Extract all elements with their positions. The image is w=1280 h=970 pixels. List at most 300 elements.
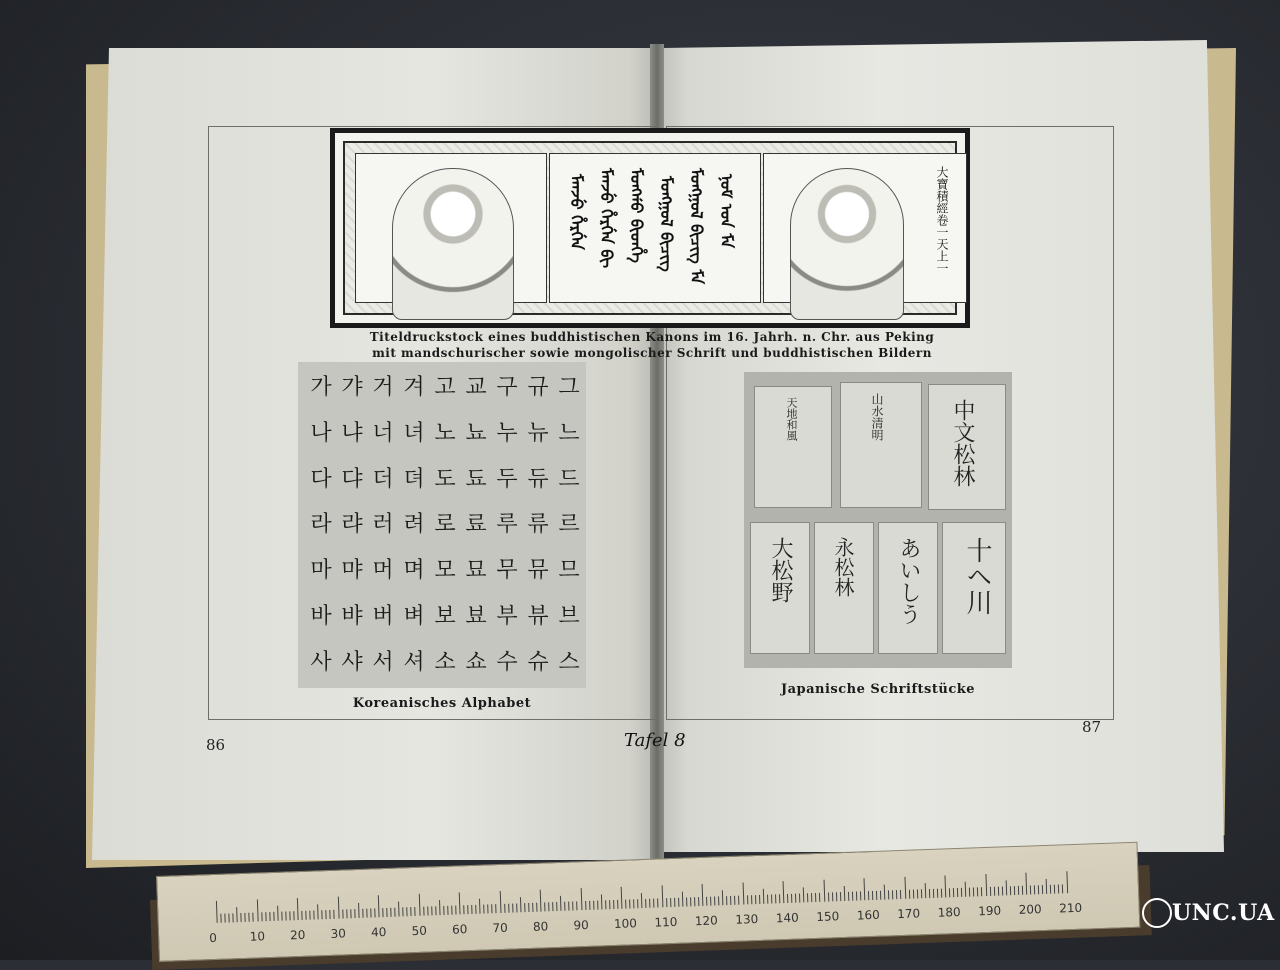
- ruler-tick: [269, 912, 270, 921]
- korean-syllable: 두: [496, 466, 518, 492]
- ruler-tick: [977, 887, 978, 896]
- ruler-tick: [791, 894, 792, 903]
- ruler-tick: [256, 899, 258, 921]
- ruler-tick: [1022, 886, 1023, 895]
- ruler-number: 210: [1058, 900, 1083, 916]
- korean-syllable: 도: [434, 466, 456, 492]
- ruler-tick: [273, 912, 274, 921]
- korean-syllable: 마: [310, 558, 332, 584]
- ruler-tick: [985, 874, 987, 896]
- ruler-tick: [678, 898, 679, 907]
- korean-syllable-column: [304, 370, 338, 676]
- bodhisattva-figure-icon: [790, 168, 904, 320]
- ruler-tick: [961, 888, 962, 897]
- japanese-document: [754, 386, 832, 508]
- ruler-tick: [265, 912, 266, 921]
- ruler-tick: [601, 894, 603, 909]
- ruler-tick: [488, 904, 489, 913]
- right-bodhisattva-panel: [763, 153, 967, 303]
- ruler-tick: [779, 894, 780, 903]
- ruler-number: 140: [775, 910, 799, 926]
- ruler-tick: [682, 892, 684, 907]
- ruler-number: 190: [977, 903, 1002, 919]
- ruler-tick: [767, 895, 768, 904]
- ruler-tick: [443, 906, 444, 915]
- ruler-tick: [512, 904, 513, 913]
- ruler-tick: [896, 890, 897, 899]
- ruler-tick: [981, 887, 982, 896]
- korean-syllable: 너: [372, 420, 394, 446]
- ruler-tick: [403, 907, 404, 916]
- japanese-documents-plate: [744, 372, 1012, 668]
- japanese-document-text: 十ヘ川: [962, 537, 992, 615]
- korean-syllable: 듀: [527, 466, 549, 492]
- japanese-document-text: 永松林: [831, 537, 855, 597]
- ruler-tick: [568, 902, 569, 911]
- korean-syllable: 뷰: [527, 604, 549, 630]
- japanese-document: [840, 382, 922, 508]
- ruler-tick: [969, 888, 970, 897]
- ruler-tick: [609, 900, 610, 909]
- ruler-tick: [747, 895, 748, 904]
- korean-syllable: 라: [310, 512, 332, 538]
- ruler-tick: [370, 909, 371, 918]
- ruler-tick: [471, 905, 472, 914]
- ruler-tick: [1025, 873, 1027, 895]
- ruler-tick: [1014, 886, 1015, 895]
- ruler-tick: [921, 889, 922, 898]
- ruler-tick: [455, 906, 456, 915]
- ruler-tick: [815, 893, 816, 902]
- ruler-tick: [613, 900, 614, 909]
- ruler-tick: [544, 902, 545, 911]
- ruler-tick: [317, 904, 319, 919]
- korean-syllable: 로: [434, 512, 456, 538]
- chinese-inscription: 大寶積經卷一天上一: [935, 166, 949, 274]
- korean-syllable: 갸: [341, 375, 363, 400]
- left-page-number: 86: [206, 736, 226, 754]
- ruler-tick: [479, 899, 481, 914]
- korean-syllable: 뎌: [403, 466, 425, 492]
- ruler-tick: [483, 905, 484, 914]
- korean-syllable: 느: [558, 420, 580, 446]
- ruler-tick: [710, 897, 711, 906]
- ruler-tick: [872, 891, 873, 900]
- ruler-number: 50: [411, 923, 428, 939]
- ruler-number: 70: [492, 920, 509, 936]
- ruler-tick: [216, 901, 218, 923]
- ruler-tick: [241, 913, 242, 922]
- korean-alphabet-plate: [298, 362, 586, 688]
- korean-syllable: 무: [496, 558, 518, 584]
- ruler-number: 120: [694, 913, 719, 929]
- ruler-tick: [989, 887, 990, 896]
- ruler-tick: [245, 913, 246, 922]
- ruler-tick: [447, 906, 448, 915]
- ruler-number: 160: [856, 907, 880, 923]
- ruler-tick: [411, 907, 412, 916]
- korean-syllable: 녀: [403, 420, 425, 446]
- korean-syllable: 그: [558, 375, 580, 400]
- watermark-seal-icon: [1142, 898, 1172, 928]
- ruler-number: 20: [289, 927, 306, 943]
- korean-syllable: 료: [465, 512, 487, 538]
- japanese-document-text: 山水清明: [870, 393, 884, 441]
- ruler-tick: [532, 903, 533, 912]
- ruler-number: 0: [208, 930, 218, 946]
- japanese-document: [814, 522, 874, 654]
- ruler-tick: [548, 902, 549, 911]
- ruler-tick: [233, 913, 234, 922]
- ruler-tick: [917, 889, 918, 898]
- ruler-tick: [876, 891, 877, 900]
- korean-syllable: 소: [434, 649, 456, 675]
- manchu-script-column: ᠮᠠᠨᠵᡠ ᡥᡝᡵᡤᡝᠨ: [567, 174, 586, 250]
- korean-syllable-column: [521, 370, 555, 676]
- korean-syllable: 므: [558, 558, 580, 584]
- ruler-number: 110: [654, 914, 678, 930]
- korean-syllable: 뇨: [465, 420, 487, 446]
- ruler-tick: [973, 887, 974, 896]
- ruler-number: 130: [735, 912, 759, 927]
- ruler-tick: [1046, 879, 1048, 894]
- korean-syllable: 루: [496, 512, 518, 538]
- ruler-tick: [730, 896, 731, 905]
- ruler-tick: [585, 901, 586, 910]
- ruler-tick: [366, 909, 367, 918]
- ruler-tick: [1030, 885, 1031, 894]
- ruler-tick: [427, 907, 428, 916]
- korean-syllable: 사: [310, 649, 332, 675]
- ruler-tick: [398, 902, 400, 917]
- ruler-number: 100: [613, 916, 638, 932]
- ruler-tick: [993, 887, 994, 896]
- ruler-tick: [285, 911, 286, 920]
- ruler-tick: [763, 889, 765, 904]
- ruler-tick: [459, 892, 461, 914]
- ruler-tick: [573, 901, 574, 910]
- ruler-tick: [504, 904, 505, 913]
- korean-syllable: 려: [403, 512, 425, 538]
- ruler-tick: [418, 894, 420, 916]
- ruler-tick: [658, 898, 659, 907]
- ruler-tick: [346, 909, 347, 918]
- ruler-tick: [309, 911, 310, 920]
- ruler-tick: [605, 900, 606, 909]
- ruler-tick: [629, 899, 630, 908]
- ruler-tick: [670, 898, 671, 907]
- korean-syllable: 부: [496, 604, 518, 630]
- ruler-tick: [378, 895, 380, 917]
- korean-syllable: 브: [558, 604, 580, 630]
- korean-syllable: 르: [558, 512, 580, 538]
- ruler-tick: [334, 910, 335, 919]
- korean-syllable: 규: [527, 375, 549, 400]
- ruler-tick: [1038, 885, 1039, 894]
- ruler-tick: [1066, 871, 1068, 893]
- japanese-document: [942, 522, 1006, 654]
- japanese-document-text: 天地和風: [785, 397, 798, 441]
- korean-syllable: 누: [496, 420, 518, 446]
- ruler-tick: [811, 893, 812, 902]
- korean-syllable: 됴: [465, 466, 487, 492]
- ruler-tick: [1062, 884, 1063, 893]
- ruler-tick: [330, 910, 331, 919]
- korean-syllable: 뱌: [341, 604, 363, 630]
- plate-label: Tafel 8: [624, 730, 686, 751]
- korean-syllable: 뵤: [465, 604, 487, 630]
- ruler-tick: [261, 912, 262, 921]
- korean-syllable: 다: [310, 466, 332, 492]
- ruler-tick: [224, 914, 225, 923]
- ruler-tick: [949, 888, 950, 897]
- ruler-tick: [415, 907, 416, 916]
- ruler-tick: [884, 885, 886, 900]
- ruler-tick: [520, 897, 522, 912]
- ruler-tick: [751, 895, 752, 904]
- ruler-tick: [641, 893, 643, 908]
- japanese-document-text: あいしう: [896, 537, 921, 625]
- korean-syllable: 버: [372, 604, 394, 630]
- korean-syllable: 거: [372, 375, 394, 400]
- korean-syllable: 댜: [341, 466, 363, 492]
- ruler-tick: [799, 894, 800, 903]
- ruler-tick: [880, 891, 881, 900]
- buddha-figure-icon: [392, 168, 514, 320]
- ruler-tick: [220, 914, 221, 923]
- ruler-tick: [301, 911, 302, 920]
- ruler-tick: [228, 913, 229, 922]
- ruler-tick: [832, 892, 833, 901]
- ruler-tick: [313, 910, 314, 919]
- japanese-document-text: 中文松林: [950, 399, 975, 487]
- ruler-tick: [564, 902, 565, 911]
- ruler-tick: [661, 885, 663, 907]
- woodblock-ornament-border: [343, 141, 957, 315]
- ruler-tick: [702, 884, 704, 906]
- ruler-tick: [621, 887, 623, 909]
- ruler-tick: [326, 910, 327, 919]
- korean-syllable: 러: [372, 512, 394, 538]
- korean-syllable: 머: [372, 558, 394, 584]
- ruler-number: 30: [330, 926, 347, 941]
- ruler-tick: [516, 903, 517, 912]
- ruler-tick: [674, 898, 675, 907]
- korean-syllable: 뉴: [527, 420, 549, 446]
- ruler-tick: [840, 892, 841, 901]
- korean-syllable-column: [428, 370, 462, 676]
- ruler-tick: [908, 890, 909, 899]
- ruler-tick: [714, 896, 715, 905]
- ruler-tick: [249, 913, 250, 922]
- korean-syllable: 랴: [341, 512, 363, 538]
- ruler-tick: [795, 894, 796, 903]
- ruler-tick: [617, 900, 618, 909]
- ruler-number: 200: [1018, 902, 1042, 917]
- korean-syllable: 며: [403, 558, 425, 584]
- ruler-number: 90: [573, 917, 589, 933]
- ruler-tick: [552, 902, 553, 911]
- ruler-tick: [649, 899, 650, 908]
- watermark-text: UNC.UA: [1172, 900, 1275, 926]
- mongol-script-column: ᠮᠣᠩᠭᠣᠯ ᠪᠢᠴᠢᠭ: [657, 176, 676, 272]
- ruler-tick: [690, 897, 691, 906]
- korean-syllable: 벼: [403, 604, 425, 630]
- ruler-tick: [742, 883, 744, 905]
- ruler-tick: [844, 886, 846, 901]
- ruler-tick: [726, 896, 727, 905]
- korean-syllable: 드: [558, 466, 580, 492]
- ruler-number: 10: [249, 929, 266, 944]
- japanese-plate-caption: Japanische Schriftstücke: [780, 682, 976, 697]
- manchu-script-column: ᠮᠠᠨᠵᡠ ᡥᡝᡵᡤᡝᠨ ᠪᡳ: [597, 168, 616, 269]
- korean-syllable: 교: [465, 375, 487, 400]
- ruler-tick: [374, 908, 375, 917]
- ruler-tick: [354, 909, 355, 918]
- ruler-tick: [390, 908, 391, 917]
- ruler-number: 170: [897, 906, 921, 922]
- ruler-tick: [342, 910, 343, 919]
- ruler-tick: [933, 889, 934, 898]
- korean-syllable: 구: [496, 375, 518, 400]
- korean-syllable-column: [366, 370, 400, 676]
- ruler-tick: [637, 899, 638, 908]
- ruler-tick: [394, 908, 395, 917]
- ruler-tick: [787, 894, 788, 903]
- ruler-tick: [775, 894, 776, 903]
- ruler-tick: [1002, 886, 1003, 895]
- korean-syllable: 샤: [341, 649, 363, 675]
- ruler-tick: [524, 903, 525, 912]
- ruler-tick: [1054, 885, 1055, 894]
- ruler-tick: [508, 904, 509, 913]
- japanese-document: [928, 384, 1006, 510]
- manchu-script-column: ᠮᠣᠩᡤᠣ ᠪᡳᡨᡥᡝ: [627, 168, 646, 263]
- ruler-tick: [407, 907, 408, 916]
- ruler-tick: [718, 896, 719, 905]
- ruler-tick: [755, 895, 756, 904]
- korean-syllable: 수: [496, 649, 518, 675]
- ruler-tick: [1018, 886, 1019, 895]
- ruler-number: 40: [370, 924, 387, 940]
- ruler-tick: [439, 900, 441, 915]
- ruler-tick: [625, 900, 626, 909]
- right-page-number: 87: [1082, 718, 1102, 736]
- ruler-tick: [913, 890, 914, 899]
- ruler-tick: [236, 907, 238, 922]
- ruler-tick: [423, 907, 424, 916]
- ruler-tick: [499, 891, 501, 913]
- left-buddha-panel: [355, 153, 547, 303]
- ruler-tick: [653, 899, 654, 908]
- ruler-tick: [900, 890, 901, 899]
- korean-syllable: 뮤: [527, 558, 549, 584]
- ruler-tick: [1034, 885, 1035, 894]
- ruler-tick: [645, 899, 646, 908]
- ruler-tick: [1005, 880, 1007, 895]
- ruler-tick: [957, 888, 958, 897]
- ruler-tick: [892, 890, 893, 899]
- korean-syllable: 모: [434, 558, 456, 584]
- ruler-tick: [924, 883, 926, 898]
- ruler-tick: [589, 901, 590, 910]
- manchu-script-panel: [549, 153, 761, 303]
- ruler-tick: [738, 896, 739, 905]
- ruler-tick: [706, 897, 707, 906]
- korean-syllable-column: [459, 370, 493, 676]
- ruler-tick: [540, 890, 542, 912]
- ruler-tick: [277, 906, 279, 921]
- ruler-tick: [828, 893, 829, 902]
- ruler-tick: [253, 913, 254, 922]
- ruler-tick: [556, 902, 557, 911]
- ruler-tick: [475, 905, 476, 914]
- ruler-number: 60: [451, 922, 468, 937]
- ruler-tick: [722, 890, 724, 905]
- ruler-tick: [1042, 885, 1043, 894]
- korean-syllable: 가: [310, 375, 332, 400]
- ruler-tick: [451, 906, 452, 915]
- woodblock-title-print: [330, 128, 970, 328]
- korean-syllable: 먀: [341, 558, 363, 584]
- ruler-tick: [941, 889, 942, 898]
- ruler-tick: [1058, 884, 1059, 893]
- ruler-tick: [297, 898, 299, 920]
- ruler-tick: [496, 904, 497, 913]
- ruler-number: 80: [532, 919, 549, 934]
- ruler-tick: [734, 896, 735, 905]
- ruler-tick: [386, 908, 387, 917]
- ruler-tick: [864, 878, 866, 900]
- ruler-tick: [904, 877, 906, 899]
- ruler-tick: [431, 906, 432, 915]
- ruler-tick: [860, 891, 861, 900]
- korean-syllable: 더: [372, 466, 394, 492]
- ruler-tick: [998, 887, 999, 896]
- ruler-tick: [528, 903, 529, 912]
- korean-syllable: 슈: [527, 649, 549, 675]
- ruler-tick: [358, 903, 360, 918]
- korean-syllable: 노: [434, 420, 456, 446]
- korean-syllable-column: [552, 370, 586, 676]
- ruler-tick: [577, 901, 578, 910]
- banner-caption-line-1: Titeldruckstock eines buddhistischen Kanons im 16. Jahrh. n. Chr. aus Peking: [369, 330, 935, 344]
- ruler-tick: [281, 912, 282, 921]
- ruler-tick: [783, 881, 785, 903]
- ruler-tick: [1010, 886, 1011, 895]
- ruler-number: 150: [816, 909, 840, 924]
- ruler-tick: [1050, 885, 1051, 894]
- korean-syllable: 고: [434, 375, 456, 400]
- korean-syllable: 류: [527, 512, 549, 538]
- korean-syllable: 서: [372, 649, 394, 675]
- korean-syllable-column: [335, 370, 369, 676]
- ruler-tick: [492, 904, 493, 913]
- ruler-tick: [698, 897, 699, 906]
- korean-syllable: 셔: [403, 649, 425, 675]
- ruler-number: 180: [937, 904, 961, 920]
- ruler-tick: [823, 880, 825, 902]
- ruler-tick: [944, 875, 946, 897]
- korean-syllable: 나: [310, 420, 332, 446]
- ruler-tick: [848, 892, 849, 901]
- korean-syllable-column: [490, 370, 524, 676]
- banner-caption-line-2: mit mandschurischer sowie mongolischer Schrift und buddhistischen Bildern: [372, 346, 932, 360]
- korean-syllable: 스: [558, 649, 580, 675]
- ruler-tick: [803, 887, 805, 902]
- ruler-tick: [362, 909, 363, 918]
- ruler-tick: [305, 911, 306, 920]
